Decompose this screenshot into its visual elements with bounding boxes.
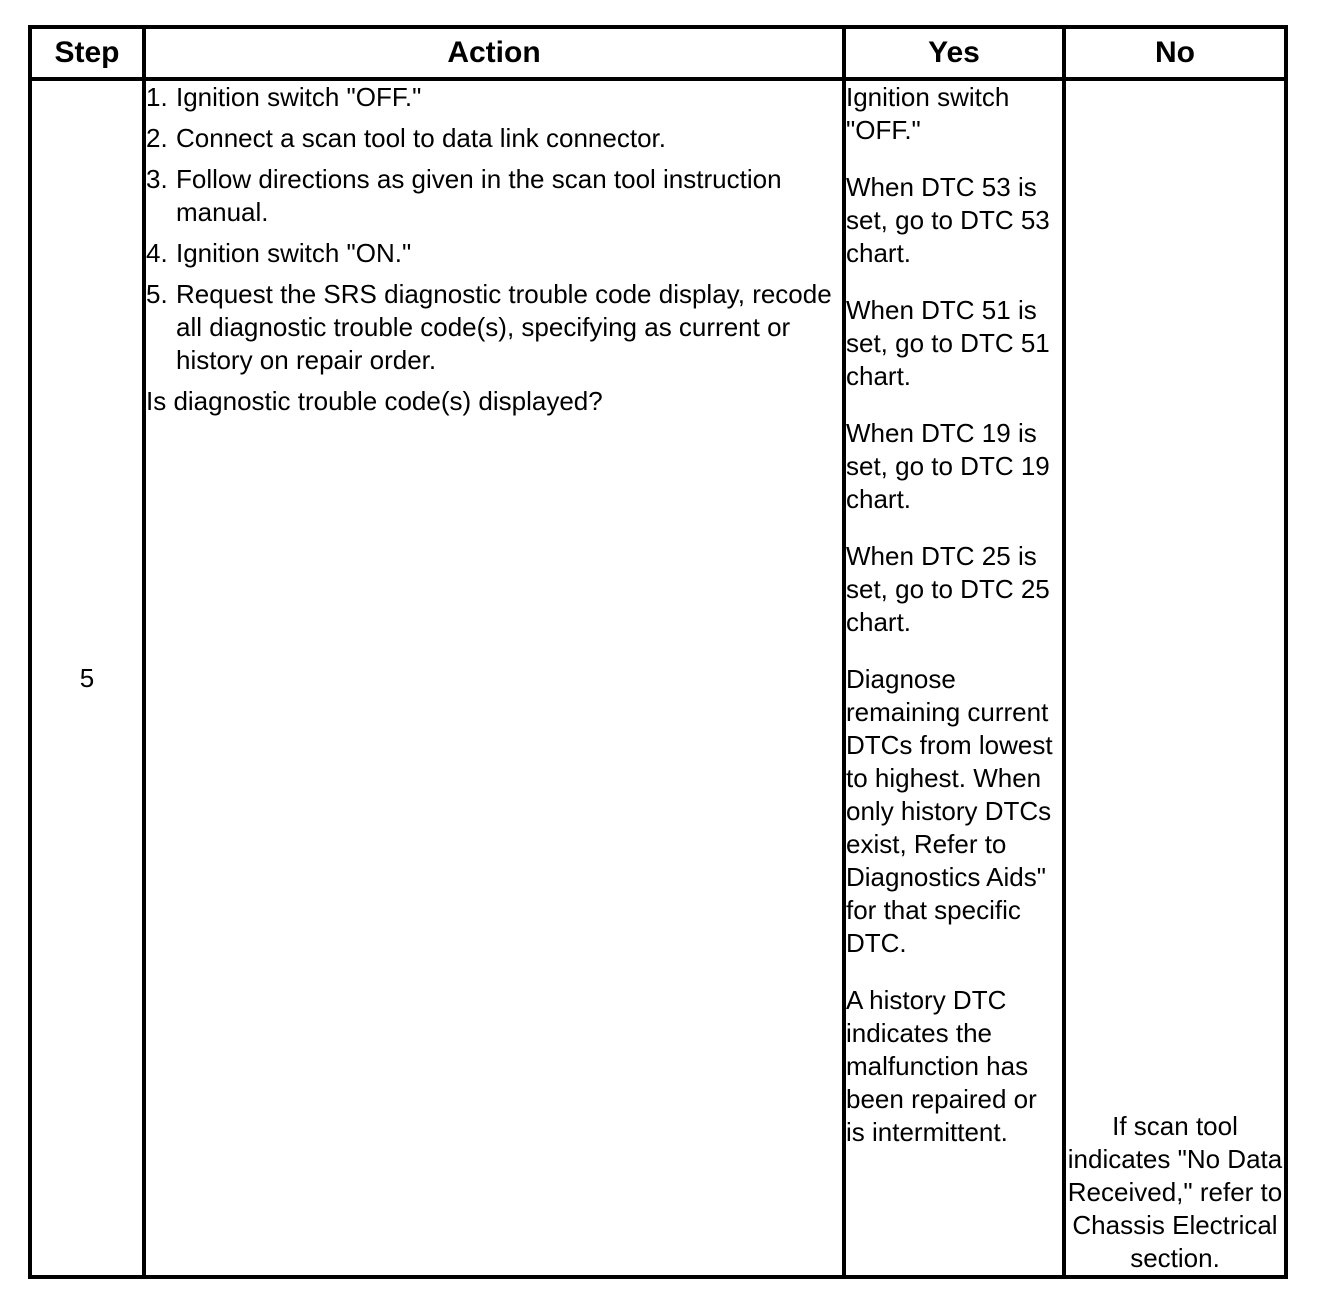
table-header-row [30, 27, 1286, 79]
action-question: Is diagnostic trouble code(s) displayed? [146, 386, 603, 416]
action-step [146, 81, 842, 114]
action-step-text: Ignition switch "ON." [176, 238, 412, 268]
action-step-text: Connect a scan tool to data link connector. [176, 123, 666, 153]
yes-instruction: When DTC 51 is set, go to DTC 51 chart. [846, 295, 1050, 391]
action-step-number: 5. [146, 279, 168, 309]
yes-instruction: A history DTC indicates the malfunction has been repaired or is intermittent. [846, 985, 1037, 1147]
yes-cell [844, 79, 1064, 1277]
action-steps-list [146, 81, 842, 377]
action-step-number: 4. [146, 238, 168, 268]
yes-instruction: When DTC 25 is set, go to DTC 25 chart. [846, 541, 1050, 637]
action-step-text: Follow directions as given in the scan tool instruction manual. [176, 164, 782, 227]
header-step: Step [30, 27, 144, 79]
action-step [146, 278, 842, 377]
diagnostic-table [28, 25, 1288, 1279]
action-step-text: Request the SRS diagnostic trouble code display, recode all diagnostic trouble code(s), specifying as current or history on repair order. [176, 279, 832, 375]
action-step [146, 122, 842, 155]
action-step-number: 2. [146, 123, 168, 153]
yes-instruction: When DTC 19 is set, go to DTC 19 chart. [846, 418, 1050, 514]
action-step-text: Ignition switch "OFF." [176, 82, 422, 112]
header-yes: Yes [844, 27, 1064, 79]
action-step [146, 163, 842, 229]
action-step-number: 3. [146, 164, 168, 194]
action-cell [144, 79, 844, 1277]
action-step-number: 1. [146, 82, 168, 112]
header-action: Action [144, 27, 844, 79]
action-step [146, 237, 842, 270]
yes-instruction: When DTC 53 is set, go to DTC 53 chart. [846, 172, 1050, 268]
yes-instruction: Diagnose remaining current DTCs from lowest to highest. When only history DTCs exist, Refer to Diagnostics Aids" for that specific DTC. [846, 664, 1053, 958]
step-number: 5 [30, 79, 144, 1277]
header-no: No [1064, 27, 1286, 79]
no-cell: If scan tool indicates "No Data Received," refer to Chassis Electrical section. [1064, 79, 1286, 1277]
yes-instruction: Ignition switch "OFF." [846, 82, 1010, 145]
table-row [30, 79, 1286, 1277]
